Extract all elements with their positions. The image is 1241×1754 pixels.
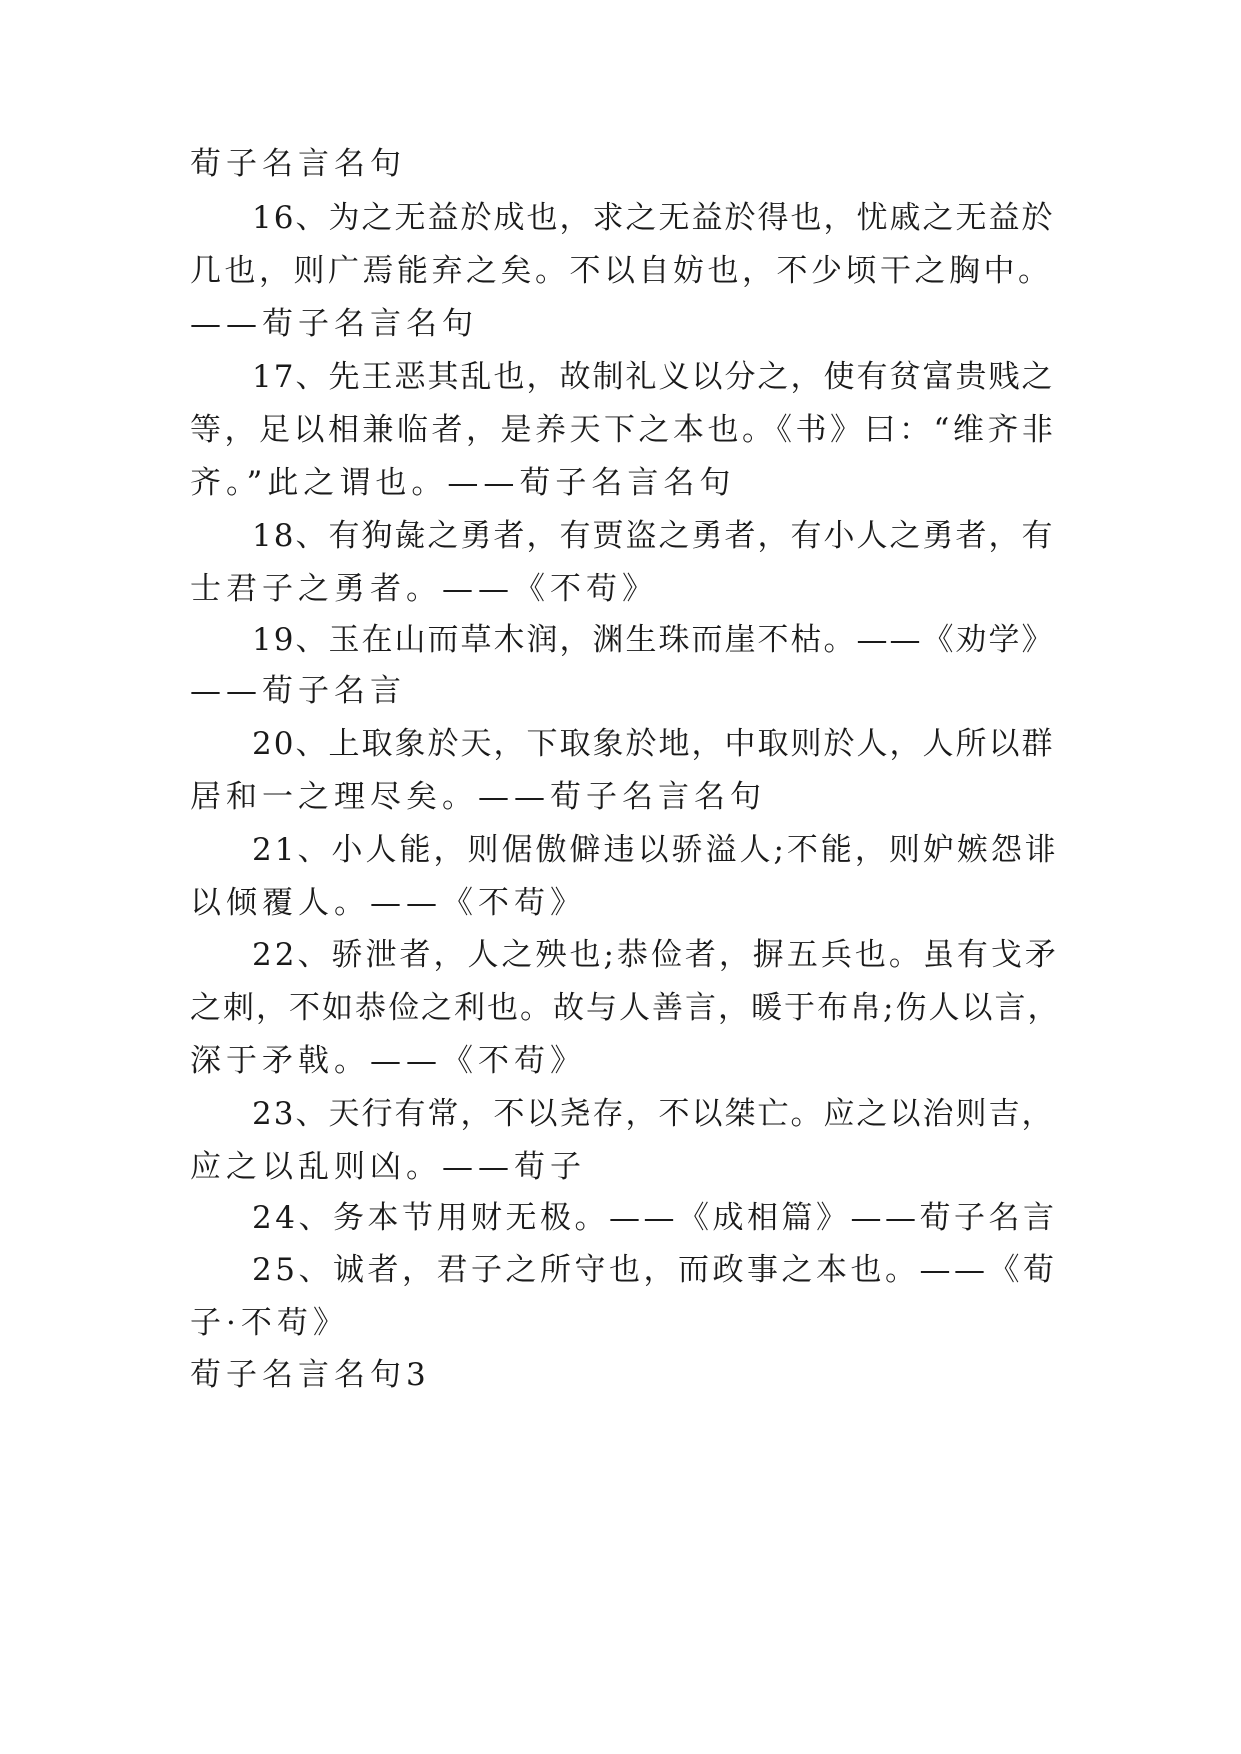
quote-19-line-2: ——荀子名言 [190,673,406,709]
quote-22-line-2: 之刺，不如恭俭之利也。故与人善言，暖于布帛;伤人以言， [190,990,1061,1026]
quote-20-line-1: 20、上取象於天，下取象於地，中取则於人，人所以群 [252,726,1055,762]
quote-17-line-2: 等，足以相兼临者，是养天下之本也。《书》曰：“维齐非 [190,412,1057,448]
quote-19-line-1: 19、玉在山而草木润，渊生珠而崖不枯。——《劝学》 [252,622,1055,658]
quote-17-line-3: 齐。”此之谓也。——荀子名言名句 [190,465,736,501]
quote-23-line-1: 23、天行有常，不以尧存，不以桀亡。应之以治则吉， [252,1096,1055,1132]
quote-16-line-2: 几也，则广焉能弃之矣。不以自妨也，不少顷干之胸中。 [190,253,1053,289]
quote-24-line-1: 24、务本节用财无极。——《成相篇》——荀子名言 [252,1200,1058,1236]
quote-21-line-1: 21、小人能，则倨傲僻违以骄溢人;不能，则妒嫉怨诽 [252,832,1059,868]
quote-18-line-1: 18、有狗彘之勇者，有贾盗之勇者，有小人之勇者，有 [252,518,1055,554]
quote-17-line-1: 17、先王恶其乱也，故制礼义以分之，使有贫富贵贱之 [252,359,1055,395]
quote-22-line-3: 深于矛戟。——《不苟》 [190,1043,586,1079]
quote-16-line-1: 16、为之无益於成也，求之无益於得也，忧戚之无益於 [252,200,1055,236]
quote-25-line-2: 子·不苟》 [190,1305,349,1341]
section-heading: 荀子名言名句 [190,146,406,182]
section-heading-3: 荀子名言名句3 [190,1357,431,1393]
quote-25-line-1: 25、诚者，君子之所守也，而政事之本也。——《荀 [252,1252,1058,1288]
quote-20-line-2: 居和一之理尽矣。——荀子名言名句 [190,779,766,815]
quote-16-line-3: ——荀子名言名句 [190,306,478,342]
quote-22-line-1: 22、骄泄者，人之殃也;恭俭者，摒五兵也。虽有戈矛 [252,937,1059,973]
quote-23-line-2: 应之以乱则凶。——荀子 [190,1149,586,1185]
quote-21-line-2: 以倾覆人。——《不苟》 [190,885,586,921]
quote-18-line-2: 士君子之勇者。——《不苟》 [190,571,658,607]
